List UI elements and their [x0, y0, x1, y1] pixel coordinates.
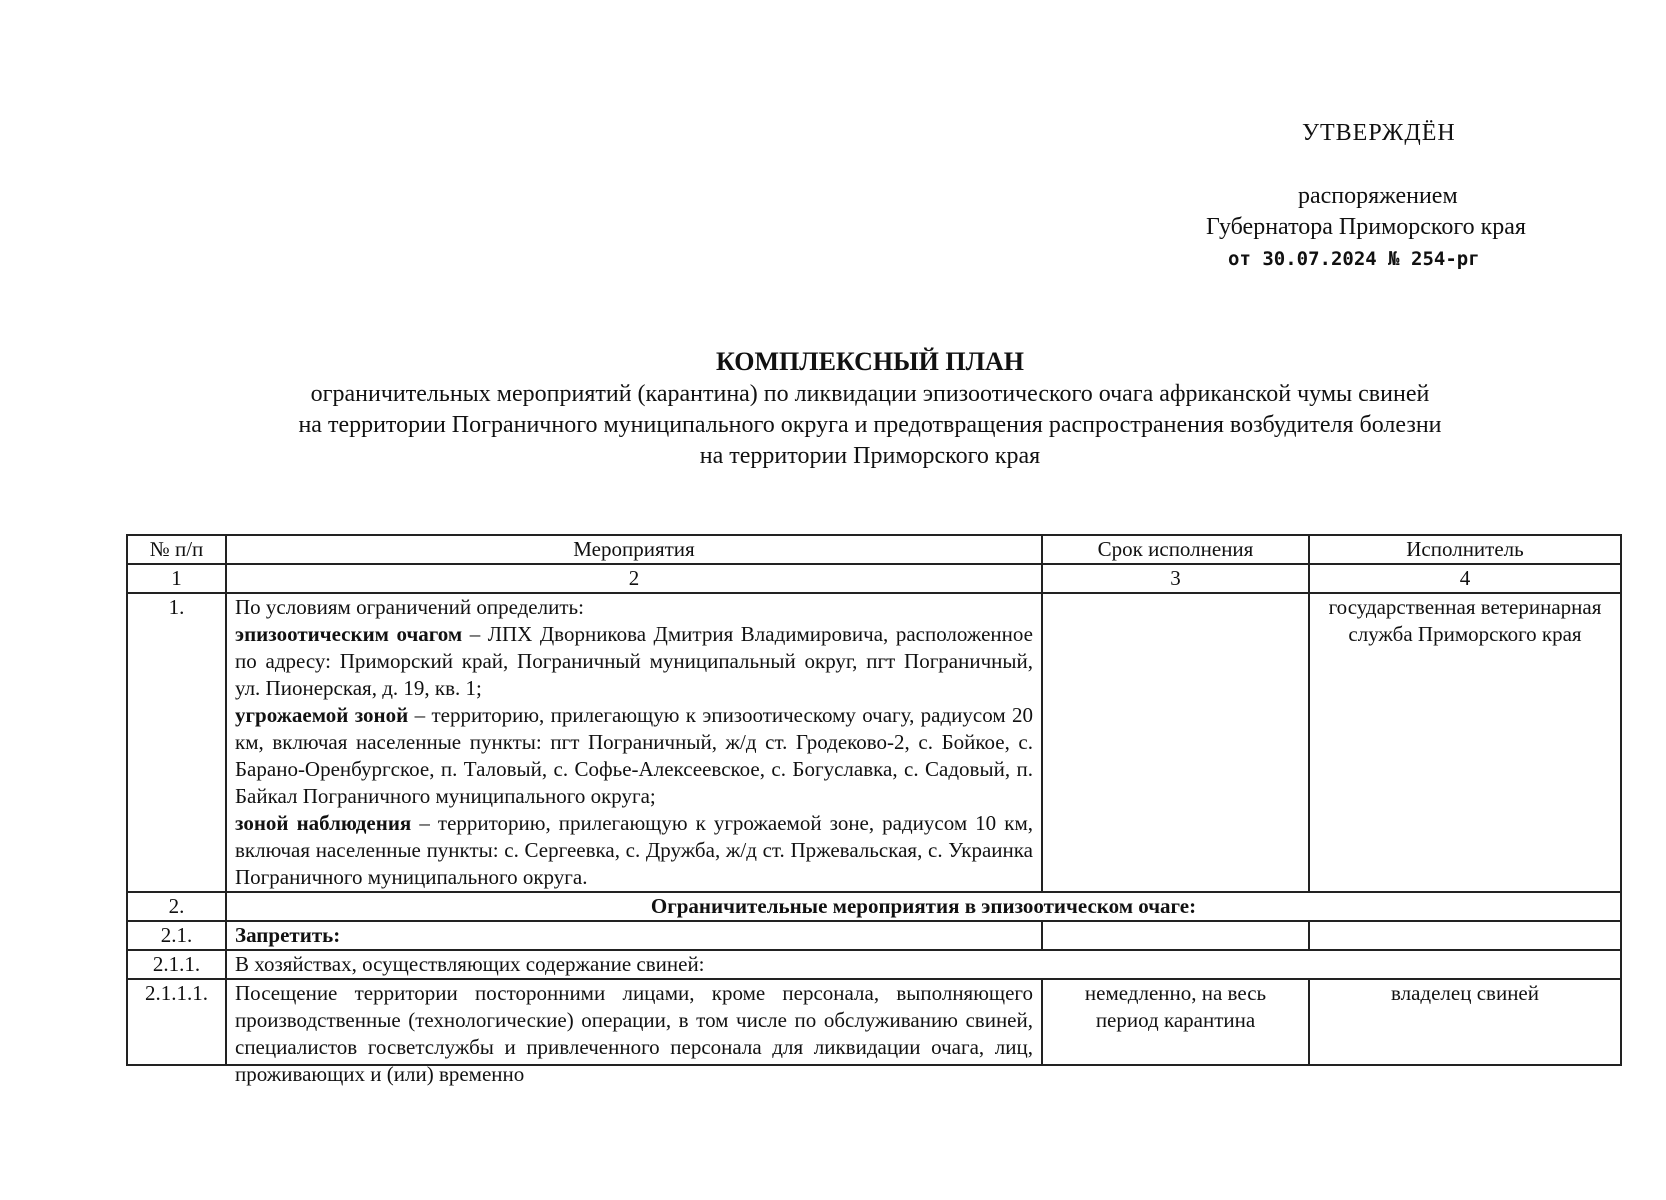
table-header-row: [127, 535, 1621, 564]
observe-term: зоной наблюдения: [235, 811, 412, 835]
approved-label: УТВЕРЖДЁН: [1302, 120, 1456, 146]
column-number-1: 1: [127, 564, 226, 593]
focus-definition: [235, 621, 1033, 702]
row-number: 2.1.1.: [127, 950, 226, 979]
table-row: [127, 921, 1621, 950]
executor-cell: государственная ветеринарная служба Приморского края: [1309, 593, 1621, 892]
threat-zone-definition: [235, 702, 1033, 810]
measure-cell: [226, 593, 1042, 892]
executor-cell: владелец свиней: [1309, 979, 1621, 1065]
measure-cell: В хозяйствах, осуществляющих содержание свиней:: [226, 950, 1621, 979]
row-number: 2.1.1.1.: [127, 979, 226, 1065]
table-row: [127, 950, 1621, 979]
document-title: [120, 346, 1620, 472]
measure-cell: [226, 979, 1042, 1086]
table-row: [127, 593, 1621, 892]
header-executor: Исполнитель: [1309, 535, 1621, 564]
measure-intro: По условиям ограничений определить:: [235, 595, 584, 619]
header-measures: Мероприятия: [226, 535, 1042, 564]
approval-date-number: от 30.07.2024 № 254-рг: [1228, 248, 1480, 270]
focus-text: – ЛПХ Дворникова Дмитрия Владимировича, расположенное по адресу: Приморский край, Пограничный муниципальный округ, пгт Пограничный, ул. Пионерская, д. 19, кв. 1;: [235, 622, 1033, 700]
column-number-2: 2: [226, 564, 1042, 593]
deadline-cell: [1042, 921, 1309, 950]
focus-term: эпизоотическим очагом: [235, 622, 463, 646]
threat-term: угрожаемой зоной: [235, 703, 409, 727]
table-column-numbers-row: [127, 564, 1621, 593]
title-subline-3: на территории Приморского края: [699, 443, 1041, 469]
page-title: КОМПЛЕКСНЫЙ ПЛАН: [716, 347, 1024, 376]
header-deadline: Срок исполнения: [1042, 535, 1309, 564]
row-number: 2.: [127, 892, 226, 921]
measure-cell: Запретить:: [226, 921, 1042, 950]
title-subline-1: ограничительных мероприятий (карантина) по ликвидации эпизоотического очага африканской чумы свиней: [310, 381, 1430, 407]
row-number: 2.1.: [127, 921, 226, 950]
table-row: [127, 892, 1621, 921]
title-subline-2: на территории Пограничного муниципального округа и предотвращения распространения возбудителя болезни: [298, 412, 1442, 438]
approval-order-label: распоряжением: [1298, 183, 1458, 209]
observe-text: – территорию, прилегающую к угрожаемой зоне, радиусом 10 км, включая населенные пункты: с. Сергеевка, с. Дружба, ж/д ст. Пржевальская, с. Украинка Пограничного муниципального округа.: [235, 811, 1033, 889]
executor-cell: [1309, 921, 1621, 950]
deadline-cell: [1042, 593, 1309, 892]
measure-text-clipped: Посещение территории посторонними лицами, кроме персонала, выполняющего производственные (технологические) операции, в том числе по обслуживанию свиней, специалистов госветслужбы и привлеченного персонала для ликвидации очага, лиц, проживающих и (или) временно: [235, 981, 1033, 1086]
row-number: 1.: [127, 593, 226, 892]
deadline-cell: немедленно, на весь период карантина: [1042, 979, 1309, 1065]
observation-zone-definition: [235, 810, 1033, 891]
column-number-3: 3: [1042, 564, 1309, 593]
table-row: [127, 979, 1621, 1065]
approval-governor-label: Губернатора Приморского края: [1206, 214, 1526, 240]
column-number-4: 4: [1309, 564, 1621, 593]
section-heading: Ограничительные мероприятия в эпизоотическом очаге:: [226, 892, 1621, 921]
header-number: № п/п: [127, 535, 226, 564]
plan-table: [126, 534, 1622, 1086]
threat-text: – территорию, прилегающую к эпизоотическому очагу, радиусом 20 км, включая населенные пункты: пгт Пограничный, ж/д ст. Гродеково-2, с. Бойкое, с. Барано-Оренбургское, п. Таловый, с. Софье-Алексеевское, с. Богуславка, с. Садовый, п. Байкал Пограничного муниципального округа;: [235, 703, 1033, 808]
